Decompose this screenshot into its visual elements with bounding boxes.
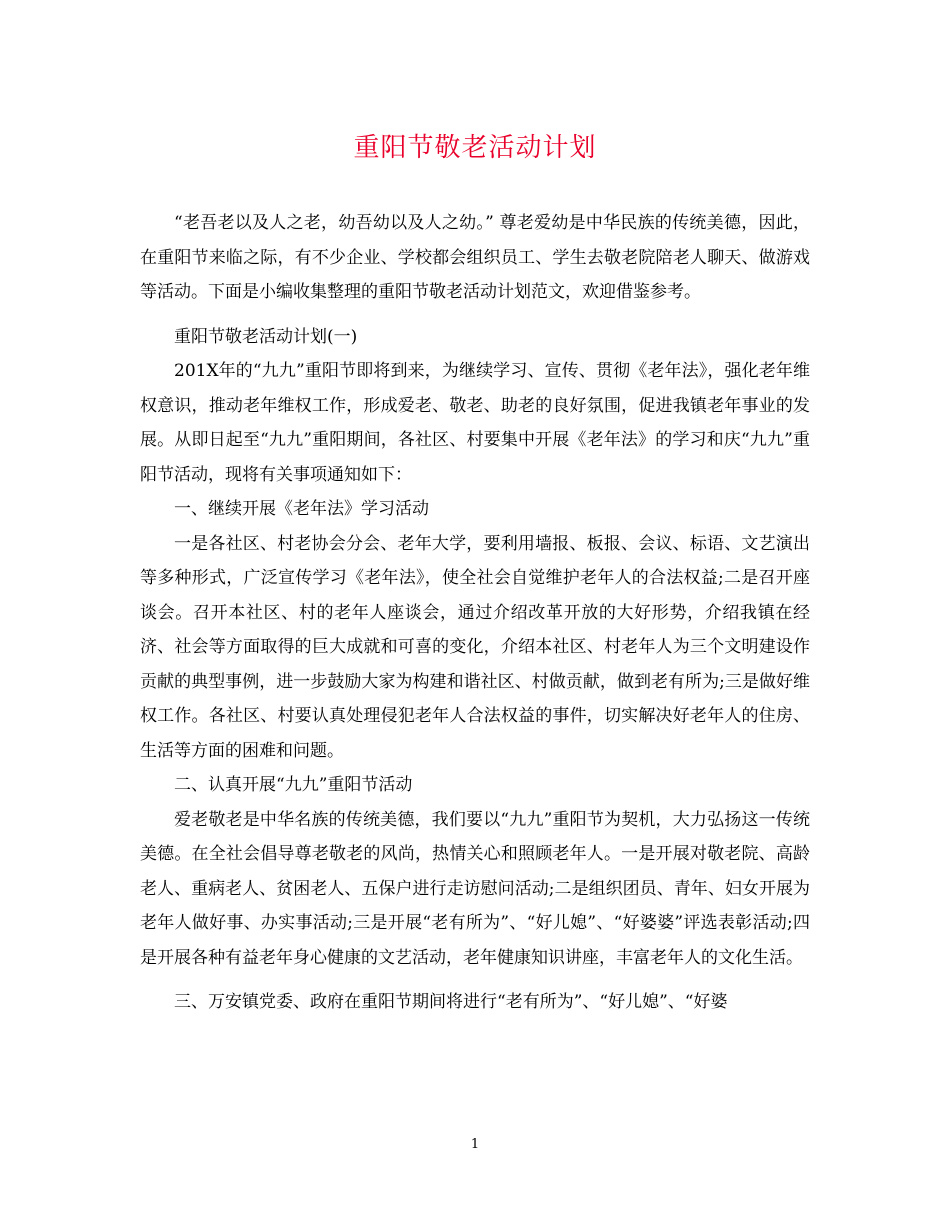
- section-heading: 三、万安镇党委、政府在重阳节期间将进行“老有所为”、“好儿媳”、“好婆: [174, 992, 728, 1012]
- page-number: 1: [470, 1137, 480, 1152]
- body-paragraph: 一是各社区、村老协会分会、老年大学，要利用墙报、板报、会议、标语、文艺演出等多种形式，广泛宣传学习《老年法》，使全社会自觉维护老年人的合法权益;二是召开座谈会。召开本社区、村的老年人座谈会，通过介绍改革开放的大好形势，介绍我镇在经济、社会等方面取得的巨大成就和可喜的变化，介绍本社区、村老年人为三个文明建设作贡献的典型事例，进一步鼓励大家为构建和谐社区、村做贡献，做到老有所为;三是做好维权工作。各社区、村要认真处理侵犯老年人合法权益的事件，切实解决好老年人的住房、生活等方面的困难和问题。: [140, 533, 810, 761]
- document-title: 重阳节敬老活动计划: [353, 133, 597, 163]
- body-paragraph: 201X年的“九九”重阳节即将到来，为继续学习、宣传、贯彻《老年法》，强化老年维权意识，推动老年维权工作，形成爱老、敬老、助老的良好氛围，促进我镇老年事业的发展。从即日起至“九九”重阳期间，各社区、村要集中开展《老年法》的学习和庆“九九”重阳节活动，现将有关事项通知如下：: [140, 361, 810, 485]
- plan-heading: 重阳节敬老活动计划(一): [174, 326, 358, 347]
- intro-paragraph: “老吾老以及人之老，幼吾幼以及人之幼。” 尊老爱幼是中华民族的传统美德，因此，在重阳节来临之际，有不少企业、学校都会组织员工、学生去敬老院陪老人聊天、做游戏等活动。下面是小编收集整理的重阳节敬老活动计划范文，欢迎借鉴参考。: [140, 213, 810, 302]
- body-paragraph: 爱老敬老是中华名族的传统美德，我们要以“九九”重阳节为契机，大力弘扬这一传统美德。在全社会倡导尊老敬老的风尚，热情关心和照顾老年人。一是开展对敬老院、高龄老人、重病老人、贫困老人、五保户进行走访慰问活动;二是组织团员、青年、妇女开展为老年人做好事、办实事活动;三是开展“老有所为”、“好儿媳”、“好婆婆”评选表彰活动;四是开展各种有益老年身心健康的文艺活动，老年健康知识讲座，丰富老年人的文化生活。: [140, 809, 810, 968]
- section-heading: 二、认真开展“九九”重阳节活动: [174, 775, 413, 795]
- document-body: [140, 206, 810, 1020]
- section-heading: 一、继续开展《老年法》学习活动: [174, 499, 429, 519]
